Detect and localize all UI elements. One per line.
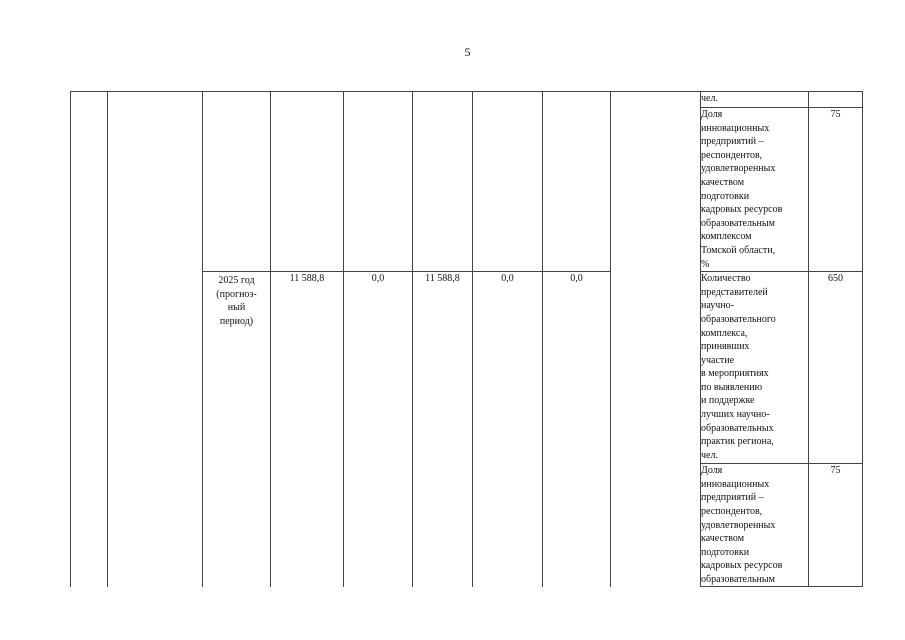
indicator-line: принявших — [701, 341, 750, 353]
period-line: ный — [227, 302, 246, 314]
indicator-line: и поддержке — [701, 395, 755, 407]
indicator-line: участие — [701, 354, 735, 366]
indicator-line: респондентов, — [701, 149, 763, 161]
cell-regional-2025: 11 588,8 — [413, 272, 473, 587]
indicator-line: предприятий – — [701, 136, 764, 148]
indicator-line: респондентов, — [701, 505, 763, 517]
indicator-line: в мероприятиях — [701, 368, 769, 380]
cell-executor — [611, 92, 701, 587]
indicator-line: удовлетворенных — [701, 163, 776, 175]
cell-other-prev — [543, 92, 611, 272]
indicator-line: кадровых ресурсов — [701, 204, 783, 216]
indicator-line: по выявлению — [701, 381, 763, 393]
indicator-line: образовательным — [701, 573, 775, 585]
indicator-line: образовательным — [701, 217, 775, 229]
indicator-line: Доля — [701, 465, 723, 477]
indicator-line: практик региона, — [701, 436, 774, 448]
period-line: (прогноз- — [216, 288, 257, 300]
indicator-line: образовательных — [701, 422, 774, 434]
indicator-value-empty — [809, 92, 863, 108]
cell-total-prev — [271, 92, 344, 272]
indicator-line: Количество — [701, 273, 751, 285]
cell-period-2025 — [203, 272, 271, 587]
indicator-line: представителей — [701, 286, 768, 298]
cell-other-2025: 0,0 — [543, 272, 611, 587]
indicator-line: кадровых ресурсов — [701, 560, 783, 572]
cell-total-2025: 11 588,8 — [271, 272, 344, 587]
indicator-unit: чел. — [701, 93, 718, 104]
indicator-share-2024 — [701, 108, 809, 272]
indicator-line: комплекса, — [701, 327, 748, 339]
cell-federal-2025: 0,0 — [344, 272, 413, 587]
table-row — [71, 92, 863, 108]
indicator-line: предприятий – — [701, 492, 764, 504]
indicator-unit-cell — [701, 92, 809, 108]
cell-period-prev — [203, 92, 271, 272]
indicator-line: чел. — [701, 449, 718, 461]
cell-federal-prev — [344, 92, 413, 272]
indicator-line: % — [701, 258, 710, 270]
indicator-share-2024-value: 75 — [809, 108, 863, 272]
indicator-line: качеством — [701, 176, 745, 188]
cell-local-2025: 0,0 — [473, 272, 543, 587]
period-line: период) — [219, 315, 254, 327]
cell-regional-prev — [413, 92, 473, 272]
indicator-line: инновационных — [701, 122, 770, 134]
cell-number — [71, 92, 108, 587]
indicator-line: Доля — [701, 109, 723, 120]
indicator-line: образовательного — [701, 313, 776, 325]
cell-task-name — [108, 92, 203, 587]
period-line: 2025 год — [218, 275, 255, 287]
indicator-line: лучших научно- — [701, 409, 770, 421]
indicator-share-2025-value: 75 — [809, 464, 863, 587]
page-number: 5 — [464, 45, 471, 59]
indicator-line: Томской области, — [701, 244, 776, 256]
program-table — [70, 91, 863, 587]
indicator-share-2025 — [701, 464, 809, 587]
indicator-line: подготовки — [701, 546, 750, 558]
indicator-line: инновационных — [701, 478, 770, 490]
indicator-count-2025 — [701, 272, 809, 464]
indicator-count-2025-value: 650 — [809, 272, 863, 464]
indicator-line: научно- — [701, 300, 734, 312]
cell-local-prev — [473, 92, 543, 272]
indicator-line: комплексом — [701, 231, 752, 243]
indicator-line: удовлетворенных — [701, 519, 776, 531]
indicator-line: подготовки — [701, 190, 750, 202]
indicator-line: качеством — [701, 533, 745, 545]
